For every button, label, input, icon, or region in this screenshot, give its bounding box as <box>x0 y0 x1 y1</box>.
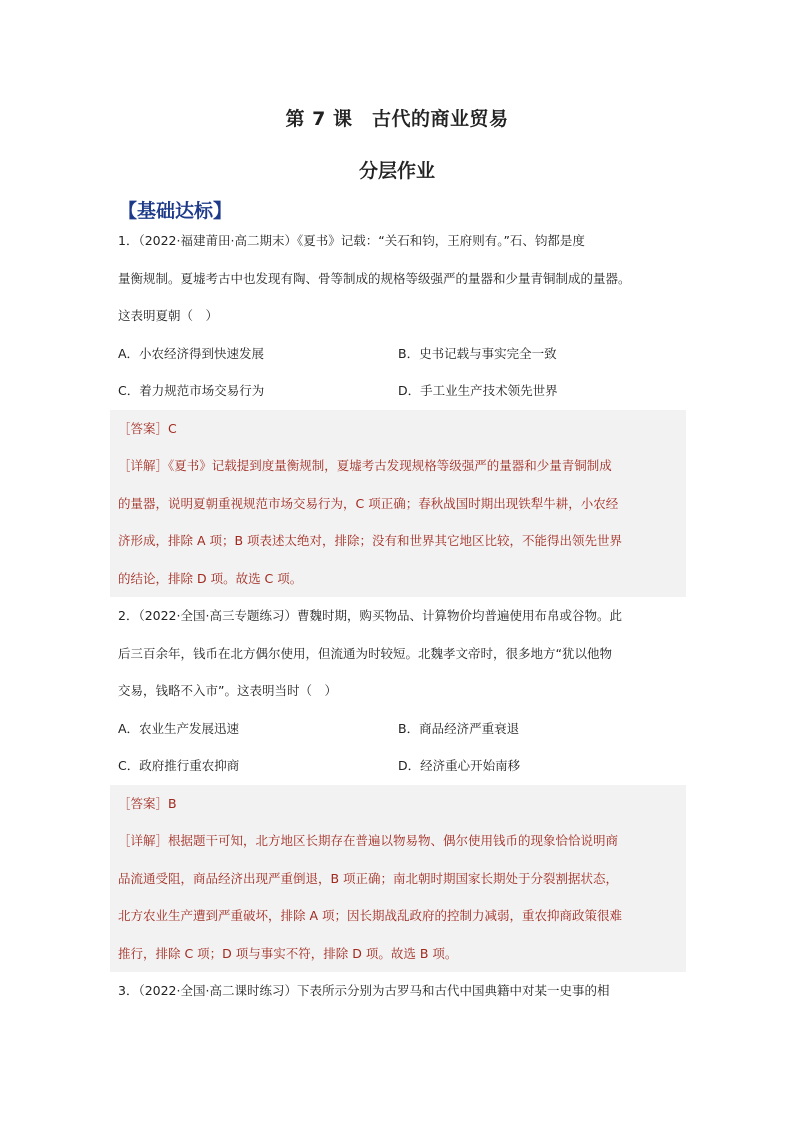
content <box>118 222 678 1010</box>
question-text-line: 交易，钱略不入市”。这表明当时（ ） <box>118 683 337 698</box>
option-d: D．手工业生产技术领先世界 <box>398 383 558 398</box>
detail-line: 的结论，排除 D 项。故选 C 项。 <box>118 570 303 586</box>
option-c: C．着力规范市场交易行为 <box>118 383 265 398</box>
page-subtitle: 分层作业 <box>358 160 435 182</box>
answer-box <box>110 410 686 598</box>
options-row <box>118 335 678 373</box>
option-b: B．商品经济严重衰退 <box>398 720 520 736</box>
detail-line: ［详解］根据题干可知，北方地区长期存在普遍以物易物、偶尔使用钱币的现象恰恰说明商 <box>118 833 619 848</box>
option-c: C．政府推行重农抑商 <box>118 758 240 773</box>
answer-label: ［答案］B <box>118 795 177 811</box>
detail-line: 北方农业生产遭到严重破坏，排除 A 项；因长期战乱政府的控制力减弱，重农抑商政策很难 <box>118 908 622 923</box>
question-text-line: 1．（2022·福建莆田·高二期末）《夏书》记载：“关石和钧，王府则有。”石、钧都是度 <box>118 233 585 248</box>
option-b: B．史书记载与事实完全一致 <box>398 345 557 361</box>
detail-line: 的量器，说明夏朝重视规范市场交易行为，C 项正确；春秋战国时期出现铁犁牛耕，小农经 <box>118 495 619 511</box>
section-heading: 【基础达标】 <box>118 200 233 222</box>
option-a: A．农业生产发展迅速 <box>118 720 240 736</box>
detail-line: 品流通受阻，商品经济出现严重倒退，B 项正确；南北朝时期国家长期处于分裂割据状态， <box>118 870 619 886</box>
question-text-line: 3．（2022·全国·高二课时练习）下表所示分别为古罗马和古代中国典籍中对某一史事的相 <box>118 983 610 998</box>
options-row <box>118 372 678 410</box>
answer-label: ［答案］C <box>118 420 177 436</box>
question-text-line: 2．（2022·全国·高三专题练习）曹魏时期，购买物品、计算物价均普遍使用布帛或谷物。此 <box>118 608 622 623</box>
option-d: D．经济重心开始南移 <box>398 758 521 773</box>
question-1 <box>118 222 678 597</box>
question-text-line: 量衡规制。夏墟考古中也发现有陶、骨等制成的规格等级强严的量器和少量青铜制成的量器。 <box>118 270 631 286</box>
question-2 <box>118 597 678 972</box>
page-title: 第 7 课 古代的商业贸易 <box>285 108 509 130</box>
detail-line: ［详解］《夏书》记载提到度量衡规制，夏墟考古发现规格等级强严的量器和少量青铜制成 <box>118 458 612 473</box>
detail-line: 推行，排除 C 项；D 项与事实不符，排除 D 项。故选 B 项。 <box>118 945 458 961</box>
options-row <box>118 710 678 748</box>
detail-line: 济形成，排除 A 项；B 项表述太绝对，排除；没有和世界其它地区比较，不能得出领先世界 <box>118 533 623 548</box>
option-a: A．小农经济得到快速发展 <box>118 345 265 361</box>
question-3 <box>118 972 678 1010</box>
question-text-line: 后三百余年，钱币在北方偶尔使用，但流通为时较短。北魏孝文帝时，很多地方“犹以他物 <box>118 645 612 661</box>
answer-box <box>110 785 686 973</box>
question-text-line: 这表明夏朝（ ） <box>118 308 219 323</box>
options-row <box>118 747 678 785</box>
